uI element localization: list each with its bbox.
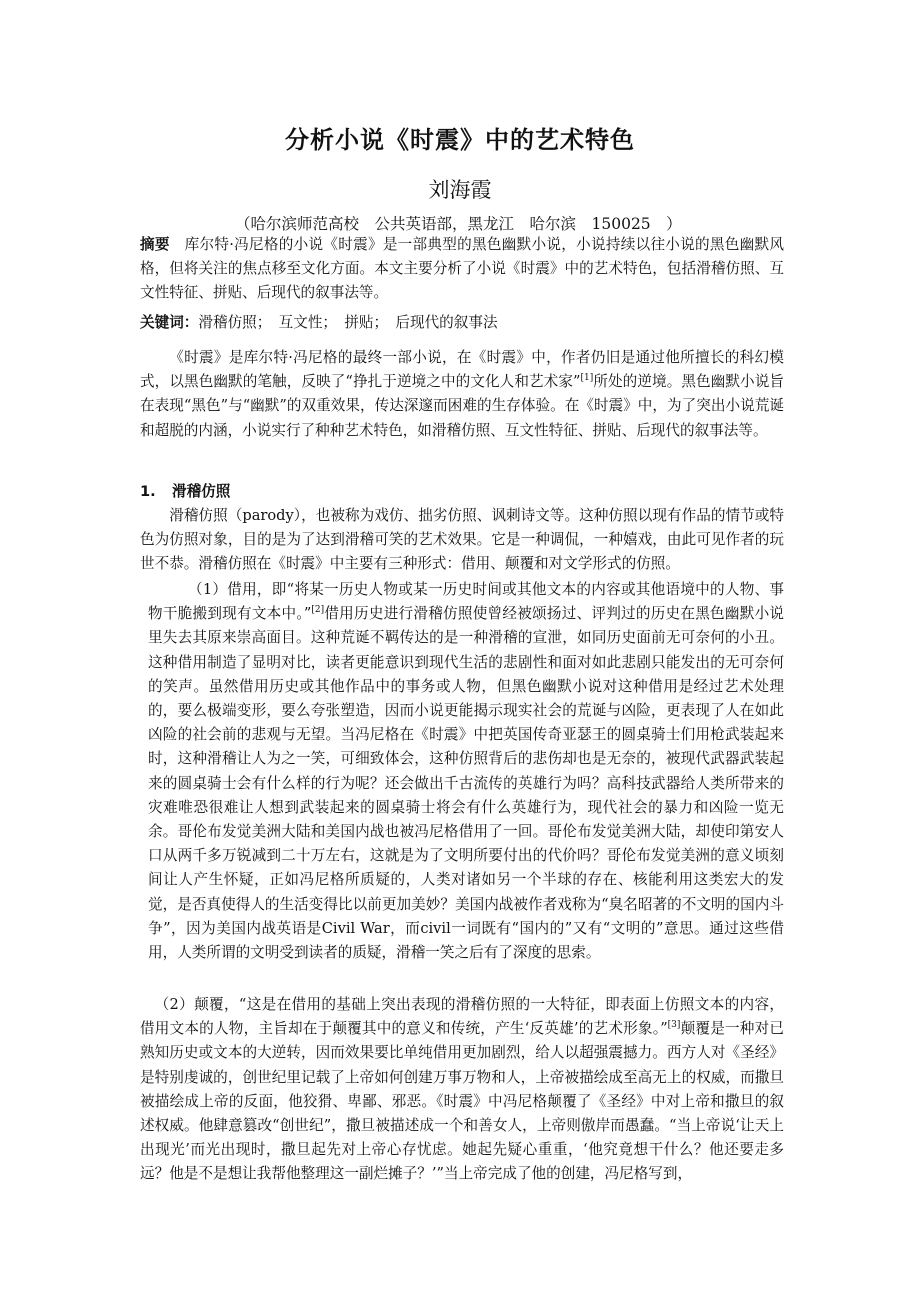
author-name: 刘海霞 [428, 178, 492, 202]
abstract-label: 摘要 [140, 236, 170, 253]
subversion-text-part2: 颠覆是一种对已熟知历史或文本的大逆转，因而效果要比单纯借用更加剧烈，给人以超强震撼力。西方人对《圣经》是特别虔诚的，创世纪里记载了上帝如何创建万事万物和人，上帝被描绘成至高无上的权威，而撒旦被描绘成上帝的反面，他狡猾、卑鄙、邪恶。《时震》中冯尼格颠覆了《圣经》中对上帝和撒旦的叙述权威。他肆意篡改“创世纪”，撒旦被描述成一个和善女人，上帝则傲岸而愚蠢。“当上帝说‘让天上出现光’而光出现时，撒旦起先对上帝心存忧虑。她起先疑心重重，‘他究竟想干什么？他还要走多远？他是不是想让我帮他整理这一副烂摊子？’”当上帝完成了他的创建，冯尼格写到， [140, 1020, 784, 1183]
intro-text-part2: 所处的逆境。黑色幽默小说旨在表现“黑色”与“幽默”的双重效果，传达深邃而困难的生存体验。在《时震》中，为了突出小说荒诞和超脱的内涵，小说实行了种种艺术特色，如滑稽仿照、互文性特征、拼贴、后现代的叙事法等。 [140, 373, 784, 439]
citation-ref-1: [1] [580, 373, 594, 384]
keywords-text: 滑稽仿照； 互文性； 拼贴； 后现代的叙事法 [198, 314, 498, 331]
paper-title: 分析小说《时震》中的艺术特色 [285, 126, 635, 154]
body-paragraph-borrowing [148, 578, 784, 965]
section-number: 1. [140, 483, 156, 500]
borrowing-text-part1: （1）借用，即“将某一历史人物或某一历史时间或其他文本的内容或其他语境中的人物、事物干脆搬到现有文本中。” [148, 581, 784, 623]
citation-ref-3: [3] [667, 1020, 681, 1031]
body-paragraph-subversion [140, 993, 784, 1187]
author-affiliation: （哈尔滨师范高校 公共英语部，黑龙江 哈尔滨 150025 ） [235, 215, 682, 233]
section-heading [140, 480, 230, 501]
citation-ref-2: [2] [311, 605, 325, 616]
keywords [140, 311, 784, 335]
intro-text-part1: 《时震》是库尔特·冯尼格的最终一部小说，在《时震》中，作者仍旧是通过他所擅长的科幻模式，以黑色幽默的笔触，反映了“挣扎于逆境之中的文化人和艺术家” [140, 349, 784, 391]
abstract [140, 233, 784, 306]
subversion-text-part1: （2）颠覆，“这是在借用的基础上突出表现的滑稽仿照的一大特征，即表面上仿照文本的内容，借用文本的人物，主旨却在于颠覆其中的意义和传统，产生‘反英雄’的艺术形象。” [140, 996, 784, 1038]
intro-paragraph [140, 346, 784, 443]
abstract-text: 库尔特·冯尼格的小说《时震》是一部典型的黑色幽默小说，小说持续以往小说的黑色幽默风格，但将关注的焦点移至文化方面。本文主要分析了小说《时震》中的艺术特色，包括滑稽仿照、互文性特征、拼贴、后现代的叙事法等。 [140, 236, 784, 302]
body-paragraph-parody: 滑稽仿照（parody），也被称为戏仿、拙劣仿照、讽刺诗文等。这种仿照以现有作品的情节或特色为仿照对象，目的是为了达到滑稽可笑的艺术效果。它是一种调侃，一种嬉戏，由此可见作者的玩世不恭。滑稽仿照在《时震》中主要有三种形式：借用、颠覆和对文学形式的仿照。 [140, 507, 784, 573]
keywords-label: 关键词： [140, 314, 199, 331]
borrowing-text-part2: 借用历史进行滑稽仿照使曾经被颂扬过、评判过的历史在黑色幽默小说里失去其原来崇高面目。这种荒诞不羁传达的是一种滑稽的宣泄，如同历史面前无可奈何的小丑。这种借用制造了显明对比，读者更能意识到现代生活的悲剧性和面对如此悲剧只能发出的无可奈何的笑声。虽然借用历史或其他作品中的事务或人物，但黑色幽默小说对这种借用是经过艺术处理的，要么极端变形，要么夸张塑造，因而小说更能揭示现实社会的荒诞与凶险，更表现了人在如此凶险的社会前的悲观与无望。当冯尼格在《时震》中把英国传奇亚瑟王的圆桌骑士们用枪武装起来时，这种滑稽让人为之一笑，可细致体会，这种仿照背后的悲伤却也是无奈的，被现代武器武装起来的圆桌骑士会有什么样的行为呢？还会做出千古流传的英雄行为吗？高科技武器给人类所带来的灾难唯恐很难让人想到武装起来的圆桌骑士将会有什么英雄行为，现代社会的暴力和凶险一览无余。哥伦布发觉美洲大陆和美国内战也被冯尼格借用了一回。哥伦布发觉美洲大陆，却使印第安人口从两千多万锐减到二十万左右，这就是为了文明所要付出的代价吗？哥伦布发觉美洲的意义顷刻间让人产生怀疑，正如冯尼格所质疑的，人类对诸如另一个半球的存在、核能利用这类宏大的发觉，是否真使得人的生活变得比以前更加美妙？美国内战被作者戏称为“臭名昭著的不文明的国内斗争”，因为美国内战英语是Civil War，而civil一词既有“国内的”又有“文明的”意思。通过这些借用，人类所谓的文明受到读者的质疑，滑稽一笑之后有了深度的思索。 [148, 605, 784, 962]
section-heading-text: 滑稽仿照 [172, 483, 231, 500]
